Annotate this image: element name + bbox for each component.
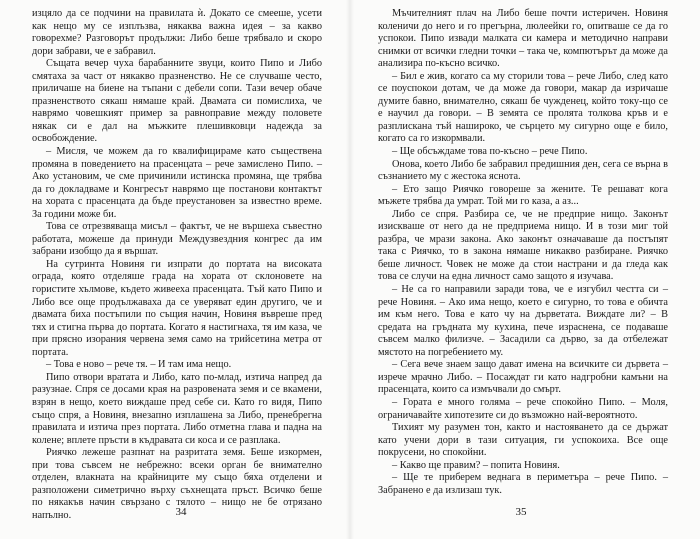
- paragraph: Риячко лежеше разпнат на разритата земя. Беше изкормен, при това съвсем не небрежно: всеки орган бе внимателно отделен, влакната на крайниците му също бяха отделени и разположени симетрично върху съхнещата пръст. Всичко беше по някакъв начин свързано с тялото – нищо не бе отрязано напълно.: [32, 447, 322, 521]
- left-page-text: [32, 8, 322, 522]
- right-page: [350, 0, 700, 539]
- paragraph: – Това е ново – рече тя. – И там има нещо.: [46, 359, 232, 371]
- paragraph: Това се отрезвяваща мисъл – фактът, че не вършеха съвестно работата, можеше да принуди Междузвездния конгрес да им забрани изобщо да я вършат.: [32, 221, 322, 258]
- paragraph: Тихият му разумен тон, както и настояването да се държат като учени дори в тази ситуация, ги успокоиха. Все още покрусени, но спокойни.: [378, 422, 668, 459]
- paragraph: Мъчителният плач на Либо беше почти истеричен. Новиня коленичи до него и го прегърна, люлеейки го, опитваше се да го успокои. Пипо извади малката си камера и методично направи снимки от всички гледни точки – така че, компютърът да може да анализира по-късно всичко.: [378, 8, 668, 70]
- paragraph: Либо се спря. Разбира се, че не предприе нищо. Законът изискваше от него да не предприема нищо. И в този миг той разбра, че мрази закона. Ако законът означаваше да постъпят така с Риячко, то в закона нямаше никакво разбиране. Риячко беше личност. Човек не може да стои настрани и да гледа как това се случи на една личност само защото я изучава.: [378, 208, 668, 283]
- paragraph: – Ето защо Риячко говореше за жените. Те решават кога мъжете трябва да умрат. Той ми го каза, а аз...: [378, 183, 668, 208]
- paragraph: На сутринта Новиня ги изпрати до портата на високата ограда, която отделяше града на хората от склоновете на гористите хълмове, където живееха прасенцата. Тъй като Пипо и Либо все още продължаваха да се уверяват един другиго, че и двамата биха постъпили по същия начин, Новиня въвреше пред тях и стигна първа до портата. Когато я настигнаха, тя им каза, че при прясно изорания червена земя само на трийсетина метра от портата.: [32, 258, 322, 358]
- paragraph: – Какво ще правим? – попита Новиня.: [392, 459, 560, 471]
- paragraph: – Сега вече знаем защо дават имена на всичките си дървета – изрече мрачно Либо. – Посаждат ги като надгробни камъни на прасенцата, които са измъчвали до смърт.: [378, 359, 668, 396]
- page-number-left: 34: [175, 506, 187, 518]
- page-number-right: 35: [515, 506, 527, 518]
- right-page-text: [378, 8, 668, 497]
- paragraph: – Мисля, че можем да го квалифицираме като съществена промяна в поведението на прасенцата – рече замислено Пипо. – Ако установим, че сме причинили истинска промяна, ще трябва да го докладваме и Конгресът наврямо ще постанови контактът на хората с прасенцата да бъде преустановен за известно време. За години може би.: [32, 146, 322, 220]
- paragraph: – Не са го направили заради това, че е изгубил честта си – рече Новиня. – Ако има нещо, което е сигурно, то това е обичта им към него. Това е като чу на дърветата. Виждате ли? – В средата на гръдната му кухина, пече израснена, се подаваше съвсем малко филизче. – Засадили са дърво, за да отбележат мястото на погребението му.: [378, 284, 668, 358]
- paragraph: – Гората е много голяма – рече спокойно Пипо. – Моля, ограничавайте хипотезите си до възможно най-вероятното.: [378, 396, 668, 421]
- paragraph: – Ще те приберем веднага в периметъра – рече Пипо. – Забранено е да излизаш тук.: [378, 472, 668, 496]
- paragraph: Същата вечер чуха барабанните звуци, които Пипо и Либо смятаха за част от някакво празненство. Не се случваше често, приличаше на биене на тъпани с дебели сопи. Тази вечер обаче празненството сякаш нямаше край. Двамата си помислиха, че наврямо човешкият пример за равноправие между половете някак си е дал на мъжките плешивковци надежда за освобождение.: [32, 58, 322, 145]
- paragraph: Онова, което Либо бе забравил предишния ден, сега се върна в съзнанието му с жестока яснота.: [378, 158, 668, 183]
- paragraph: изцяло да се подчини на правилата ѝ. Докато се смееше, усети как нещо му се изплъзва, някаква важна идея – за какво говорехме? Разговорът продължи: Либо беше трябвало и скоро дори забрави, че е забравил.: [32, 8, 322, 57]
- paragraph: – Бил е жив, когато са му сторили това – рече Либо, след като се поуспокои дотам, че да може да говори, макар да изричаше думите бавно, внимателно, сякаш бе чужденец, който току-що се е научил да говори. – В земята се пролята толкова кръв и е разплискана тъй нашироко, че сърцето му сигурно още е било, когато са го изкормвали.: [378, 70, 668, 145]
- paragraph: – Ще обсъждаме това по-късно – рече Пипо.: [392, 146, 588, 158]
- paragraph: Пипо отвори вратата и Либо, като по-млад, изтича напред да разузнае. Спря се досами края на разровената земя и се вкамени, взрян в нещо, което виждаше пред себе си. Като го видя, Пипо също спря, а Новиня, внезапно изплашена за Либо, пренебрегна правилата и изтича през портата. Либо отметна глава и падна на колене; вплете пръсти в къдравата си коса и се разплака.: [32, 371, 322, 446]
